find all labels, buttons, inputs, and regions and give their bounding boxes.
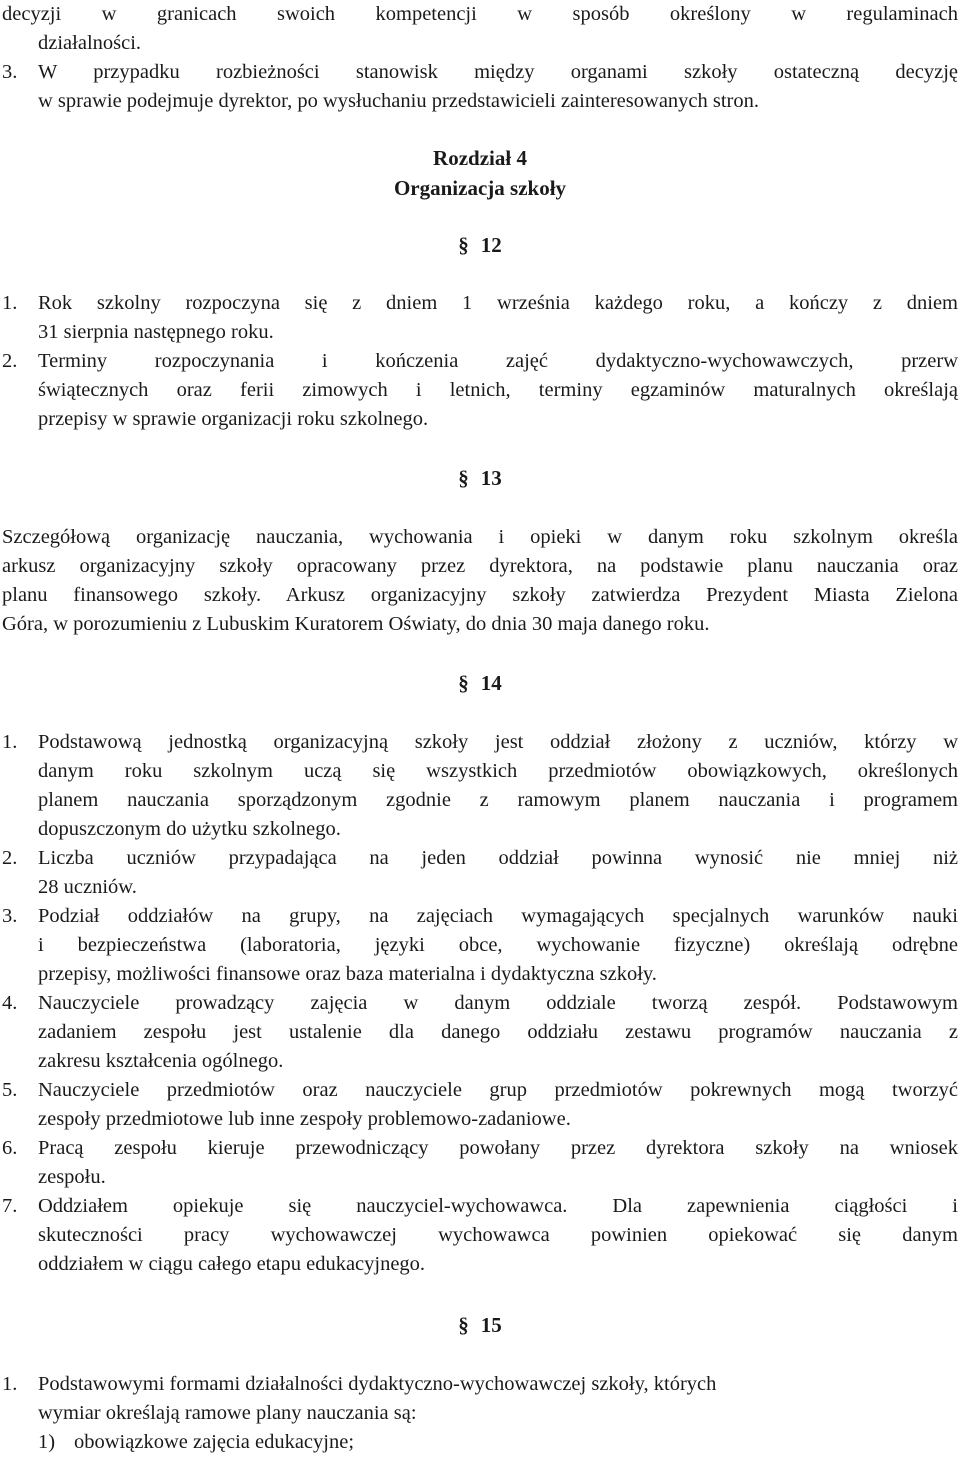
sub-list-number: 1) <box>38 1431 56 1453</box>
text-line: Nauczyciele prowadzący zajęcia w danym oddziale tworzą zespół. Podstawowym <box>38 992 958 1014</box>
list-number: 1. <box>2 1373 18 1395</box>
list-number: 3. <box>2 61 18 83</box>
section-sign: § <box>458 233 469 257</box>
list-number: 3. <box>2 905 18 927</box>
list-number: 7. <box>2 1195 18 1217</box>
sub-list-item <box>38 1428 354 1457</box>
text-line: oddziałem w ciągu całego etapu edukacyjnego. <box>38 1253 426 1275</box>
text-line: decyzji w granicach swoich kompetencji w sposób określony w regulaminach <box>2 3 958 25</box>
text-line: dopuszczonym do użytku szkolnego. <box>38 818 341 840</box>
paragraph-heading-13 <box>0 464 960 493</box>
text-line: planu finansowego szkoły. Arkusz organizacyjny szkoły zatwierdza Prezydent Miasta Zielona <box>2 584 958 606</box>
text-line: przepisy w sprawie organizacji roku szkolnego. <box>38 408 429 430</box>
list-number: 2. <box>2 350 18 372</box>
paragraph-number: 15 <box>480 1313 502 1337</box>
paragraph-number: 14 <box>480 671 502 695</box>
text-line: Podstawową jednostką organizacyjną szkoły jest oddział złożony z uczniów, którzy w <box>38 731 958 753</box>
list-number: 4. <box>2 992 18 1014</box>
text-line: 31 sierpnia następnego roku. <box>38 321 274 343</box>
section-sign: § <box>458 466 469 490</box>
text-line: Liczba uczniów przypadająca na jeden oddział powinna wynosić nie mniej niż <box>38 847 958 869</box>
text-line: skuteczności pracy wychowawczej wychowawca powinien opiekować się danym <box>38 1224 958 1246</box>
text-line: W przypadku rozbieżności stanowisk między organami szkoły ostateczną decyzję <box>38 61 958 83</box>
text-line: Podstawowymi formami działalności dydaktyczno-wychowawczej szkoły, których <box>38 1373 717 1395</box>
text-line: przepisy, możliwości finansowe oraz baza materialna i dydaktyczna szkoły. <box>38 963 657 985</box>
text-line: 28 uczniów. <box>38 876 137 898</box>
chapter-subtitle: Organizacja szkoły <box>393 176 567 200</box>
text-line: Terminy rozpoczynania i kończenia zajęć dydaktyczno-wychowawczych, przerw <box>38 350 958 372</box>
text-line: zespołu. <box>38 1166 106 1188</box>
text-line: zakresu kształcenia ogólnego. <box>38 1050 284 1072</box>
list-number: 1. <box>2 292 18 314</box>
text-line: Nauczyciele przedmiotów oraz nauczyciele grup przedmiotów pokrewnych mogą tworzyć <box>38 1079 958 1101</box>
list-number: 1. <box>2 731 18 753</box>
sub-list-text: obowiązkowe zajęcia edukacyjne; <box>74 1431 355 1453</box>
section-sign: § <box>458 1313 469 1337</box>
text-line: wymiar określają ramowe plany nauczania są: <box>38 1402 417 1424</box>
paragraph-number: 12 <box>480 233 502 257</box>
paragraph-heading-14 <box>0 669 960 698</box>
paragraph-number: 13 <box>480 466 502 490</box>
text-line: Góra, w porozumieniu z Lubuskim Kuratorem Oświaty, do dnia 30 maja danego roku. <box>2 613 710 635</box>
text-line: i bezpieczeństwa (laboratoria, języki obce, wychowanie fizyczne) określają odrębne <box>38 934 958 956</box>
text-line: Pracą zespołu kieruje przewodniczący powołany przez dyrektora szkoły na wniosek <box>38 1137 958 1159</box>
text-line: arkusz organizacyjny szkoły opracowany przez dyrektora, na podstawie planu nauczania oraz <box>2 555 958 577</box>
section-sign: § <box>458 671 469 695</box>
text-line: świątecznych oraz ferii zimowych i letnich, terminy egzaminów maturalnych określają <box>38 379 958 401</box>
text-line: Oddziałem opiekuje się nauczyciel-wychowawca. Dla zapewnienia ciągłości i <box>38 1195 958 1217</box>
text-line: Szczegółową organizację nauczania, wychowania i opieki w danym roku szkolnym określa <box>2 526 958 548</box>
text-line: działalności. <box>38 32 142 54</box>
list-number: 6. <box>2 1137 18 1159</box>
list-number: 2. <box>2 847 18 869</box>
paragraph-heading-15 <box>0 1311 960 1340</box>
text-line: zadaniem zespołu jest ustalenie dla danego oddziału zestawu programów nauczania z <box>38 1021 958 1043</box>
text-line: zespoły przedmiotowe lub inne zespoły problemowo-zadaniowe. <box>38 1108 571 1130</box>
paragraph-heading-12 <box>0 231 960 260</box>
text-line: Podział oddziałów na grupy, na zajęciach wymagających specjalnych warunków nauki <box>38 905 958 927</box>
list-number: 5. <box>2 1079 18 1101</box>
text-line: planem nauczania sporządzonym zgodnie z ramowym planem nauczania i programem <box>38 789 958 811</box>
chapter-title: Rozdział 4 <box>433 146 527 170</box>
text-line: Rok szkolny rozpoczyna się z dniem 1 września każdego roku, a kończy z dniem <box>38 292 958 314</box>
text-line: danym roku szkolnym uczą się wszystkich przedmiotów obowiązkowych, określonych <box>38 760 958 782</box>
text-line: w sprawie podejmuje dyrektor, po wysłuchaniu przedstawicieli zainteresowanych stron. <box>38 90 760 112</box>
